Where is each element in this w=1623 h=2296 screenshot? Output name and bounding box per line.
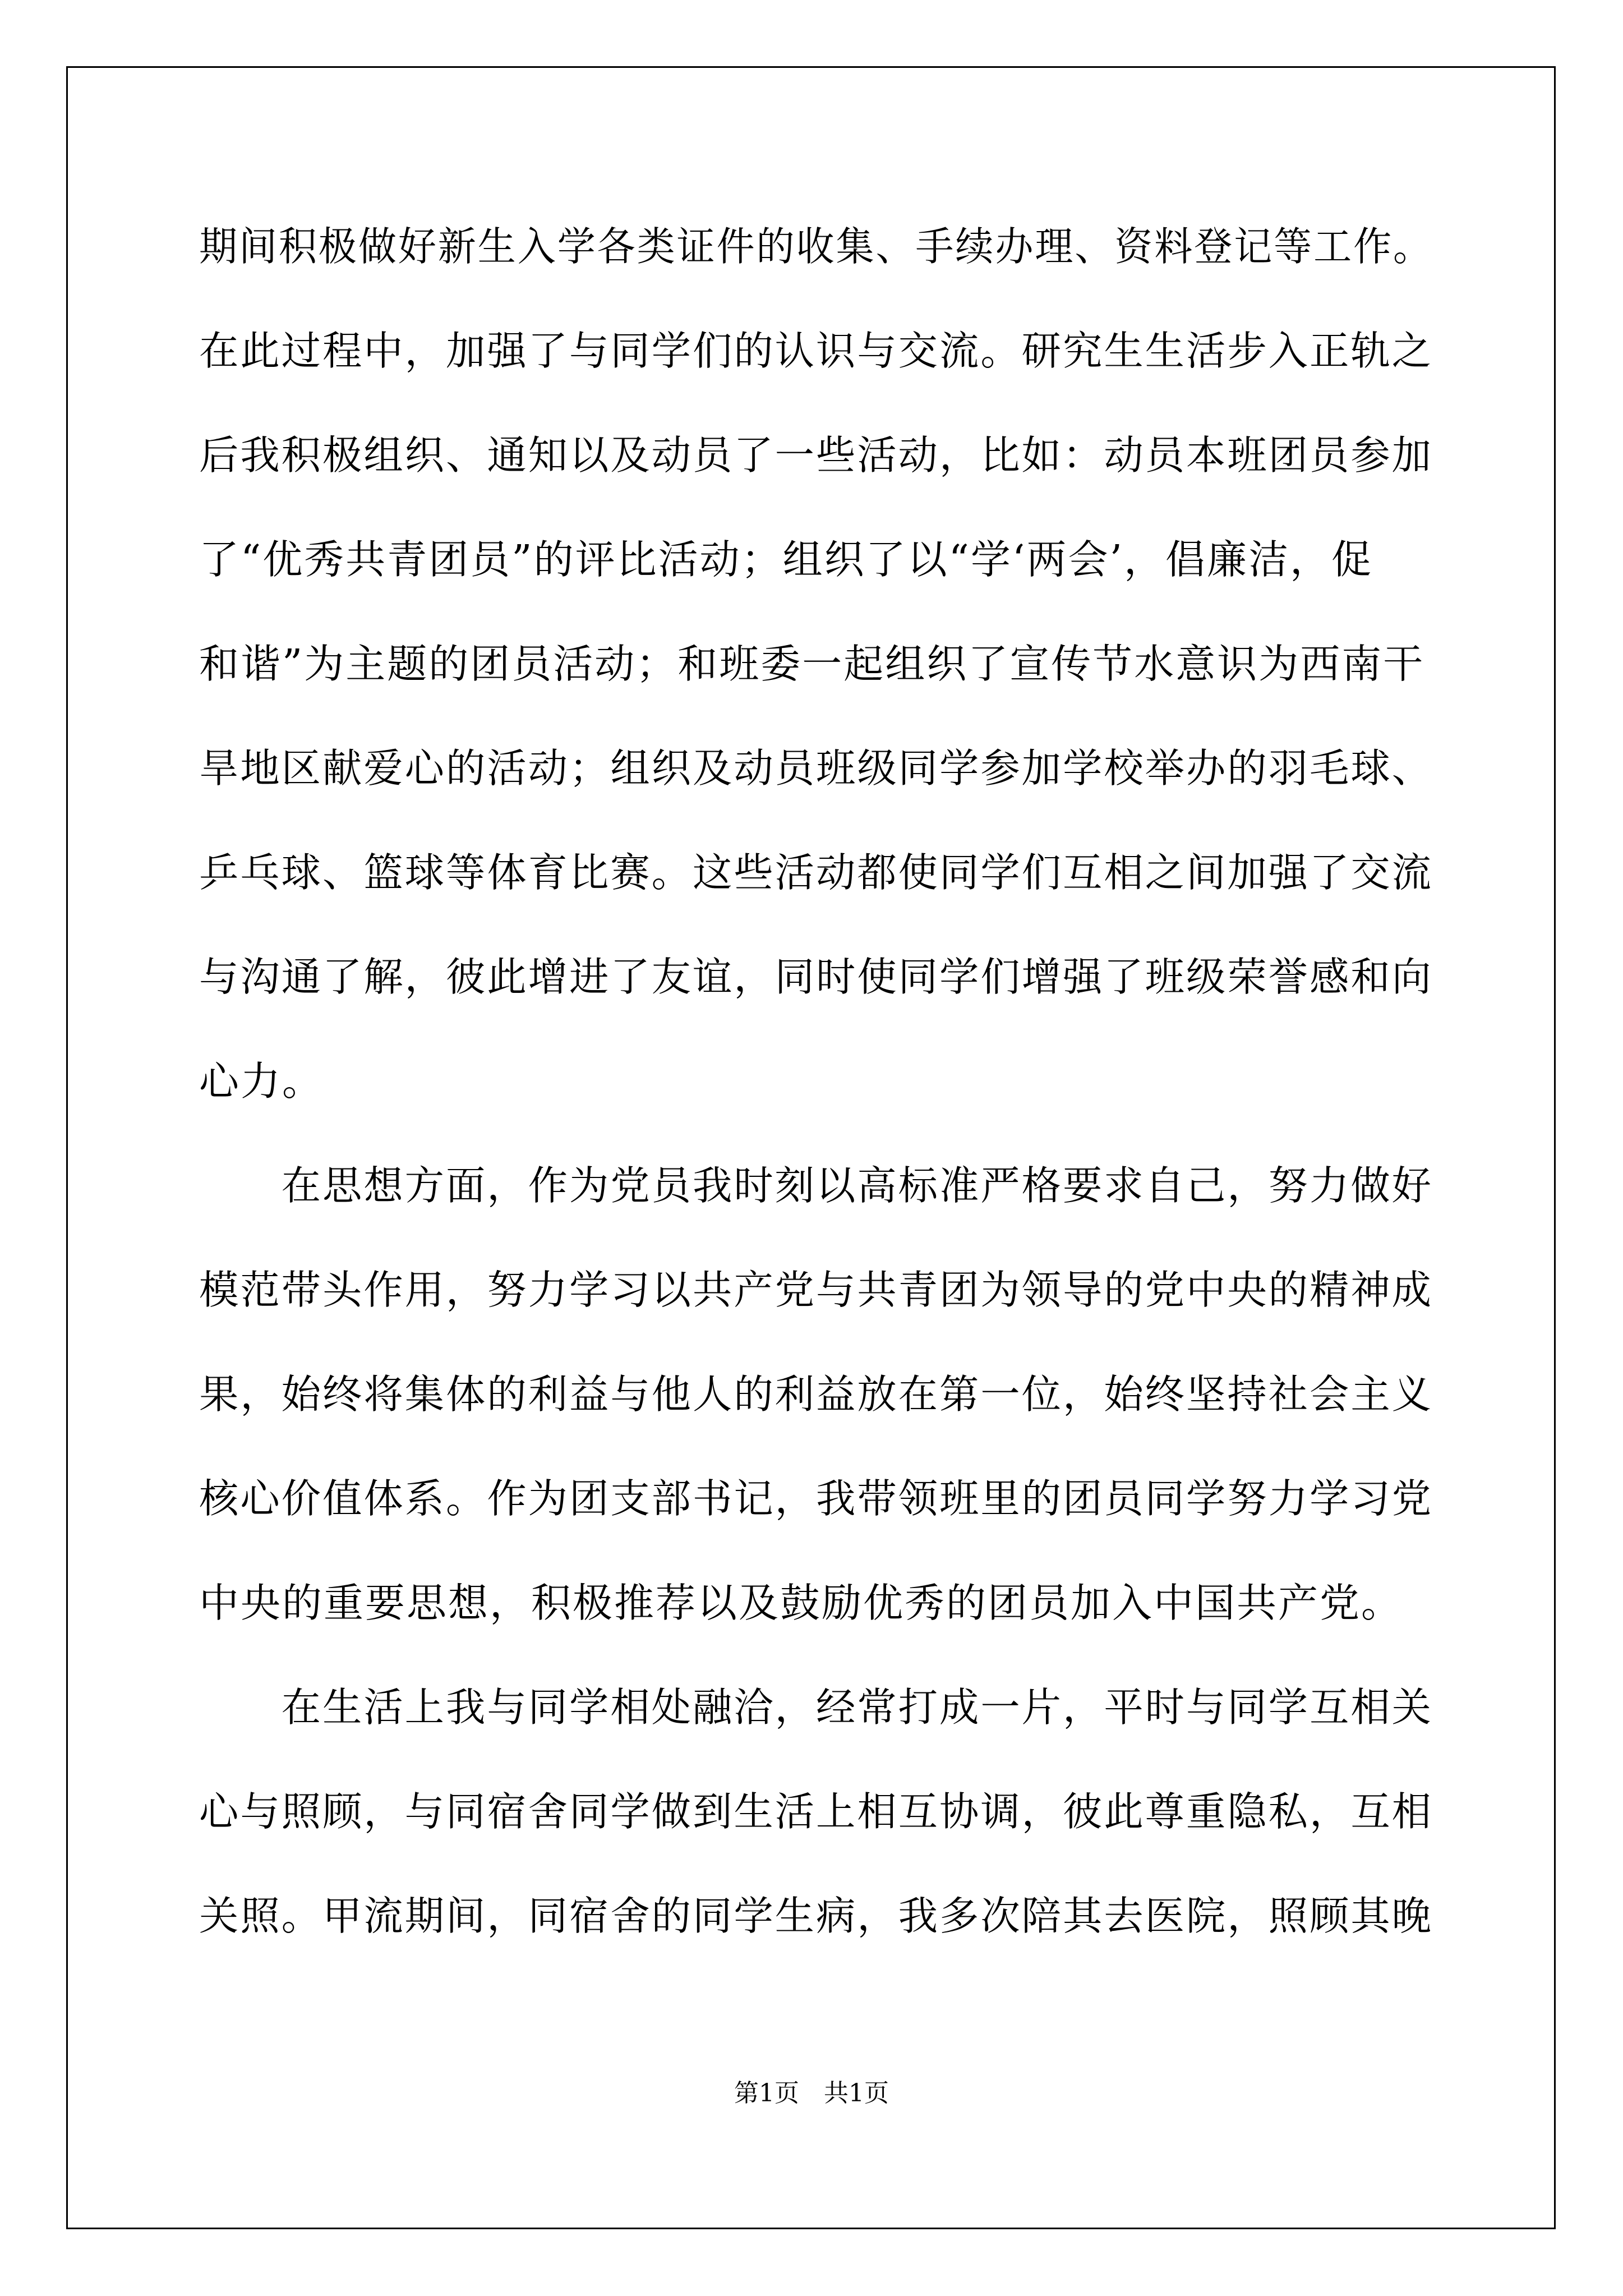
text-line-10: 在思想方面，作为党员我时刻以高标准严格要求自己，努力做好	[199, 1162, 1433, 1209]
text-line-13: 核心价值体系。作为团支部书记，我带领班里的团员同学努力学习党	[199, 1475, 1433, 1522]
text-line-8: 与沟通了解，彼此增进了友谊，同时使同学们增强了班级荣誉感和向	[199, 954, 1433, 1000]
text-line-11: 模范带头作用，努力学习以共产党与共青团为领导的党中央的精神成	[199, 1267, 1433, 1313]
text-line-7: 乒乓球、篮球等体育比赛。这些活动都使同学们互相之间加强了交流	[199, 849, 1433, 896]
text-line-5: 和谐”为主题的团员活动；和班委一起组织了宣传节水意识为西南干	[199, 641, 1425, 687]
text-line-9: 心力。	[199, 1058, 324, 1105]
text-line-4: 了“优秀共青团员”的评比活动；组织了以“学‘两会’，倡廉洁，促	[199, 536, 1373, 583]
text-line-3: 后我积极组织、通知以及动员了一些活动，比如：动员本班团员参加	[199, 432, 1433, 478]
text-line-14: 中央的重要思想，积极推荐以及鼓励优秀的团员加入中国共产党。	[199, 1580, 1403, 1626]
text-line-12: 果，始终将集体的利益与他人的利益放在第一位，始终坚持社会主义	[199, 1371, 1433, 1418]
text-line-1: 期间积极做好新生入学各类证件的收集、手续办理、资料登记等工作。	[199, 223, 1433, 270]
text-line-2: 在此过程中，加强了与同学们的认识与交流。研究生生活步入正轨之	[199, 328, 1433, 374]
page-number-footer: 第1页 共1页	[734, 2079, 889, 2108]
text-line-17: 关照。甲流期间，同宿舍的同学生病，我多次陪其去医院，照顾其晚	[199, 1893, 1433, 1939]
text-line-15: 在生活上我与同学相处融洽，经常打成一片，平时与同学互相关	[199, 1684, 1433, 1731]
text-line-6: 旱地区献爱心的活动；组织及动员班级同学参加学校举办的羽毛球、	[199, 745, 1433, 792]
text-line-16: 心与照顾，与同宿舍同学做到生活上相互协调，彼此尊重隐私，互相	[199, 1788, 1433, 1835]
